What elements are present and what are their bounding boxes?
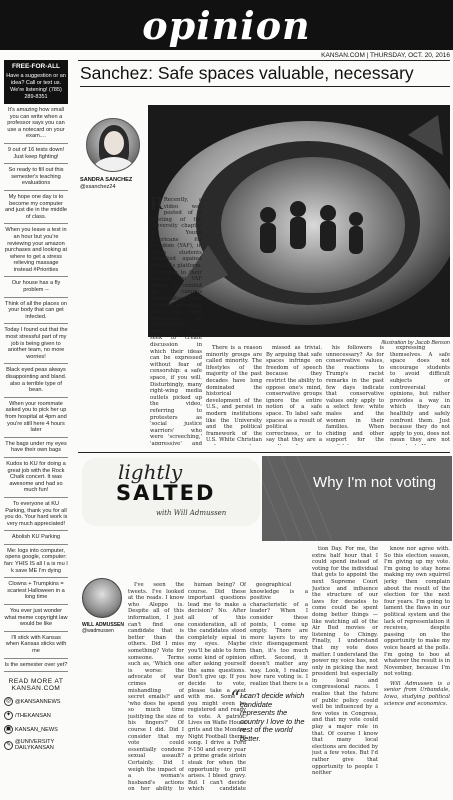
- sidebar-items: [4, 104, 68, 672]
- social-link[interactable]: [4, 725, 68, 734]
- article-col5-text: expressing themselves. A safe space does not encourage students to avoid difficult subjects or controversial opinions, but rather provides a way in which they can healthily and safely confront them. Just because they do not apply to you, does not mean they are not: [390, 345, 450, 444]
- sidebar-item: Black eyed peas always disappointing and bland. also a terrible type of bean.: [4, 364, 68, 397]
- article-column-1: [150, 197, 202, 445]
- pencil-icon: ✎: [5, 741, 12, 748]
- sidebar-item: To everyone at KU Parking, thank you for all you do. Your hard work is very much appreciated!: [4, 498, 68, 531]
- article-column-4: [326, 345, 384, 445]
- drop-cap: R: [150, 197, 163, 214]
- columnist-byline: [82, 622, 126, 634]
- logo-main-text: SALTED: [116, 481, 216, 505]
- social-link[interactable]: [4, 739, 68, 751]
- column2-col-d-text: tion Day. For me, the extra half hour that I could spend instead of voting for the individual that gets to appoint the next Supreme Court Justice and influence the structure of our laws for decades to come could be spent doing better things — like watching all of the Air Bud movies or listening to Chingy. Finally, I understand that my vote does matter. I understand the power my voice has, not only in picking the next president but especially in local and congressional races. I realize that the future of public policy could well be influenced by a few votes in Congress, and that my vote could play a major role in that. Of course I know that many local elections are decided by just a few votes. But I'd rather give that opportunity to people I neither: [312, 546, 378, 777]
- newspaper-icon: ▣: [5, 726, 12, 733]
- author-photo: [86, 118, 140, 172]
- article-headline: Sanchez: Safe spaces valuable, necessary: [80, 63, 414, 83]
- quote-mark: “: [230, 686, 241, 710]
- sidebar-item: Today I found out that the most stressful part of my job is being given to another team, no more worries!: [4, 324, 68, 364]
- logo-top-text: lightly: [118, 460, 183, 484]
- sidebar-item: When you leave a test in an hour but you're reviewing your amazon purchases and looking at where to get a stress relieving massage instead #Priorities: [4, 224, 68, 277]
- sidebar-subheader: Have a suggestion or an idea? Call or text us. We're listening! (785) 289-8351: [4, 73, 68, 104]
- columnist-name: WILL ADMUSSEN: [82, 622, 124, 628]
- sidebar-item: My hope one day is to become my computer and just die in the middle of class.: [4, 191, 68, 224]
- read-more-link[interactable]: READ MORE AT KANSAN.COM: [8, 678, 64, 693]
- column2-col-e-text: know nor agree with. So this election season, I'm giving up my vote. I'm going to stay home making my own squirrel jerky then complain about the result of the election for the next four years. I'm going to lament the flaws in our political system and the lack of representation it receives, despite passing on the opportunity to make my voice heard at the polls. I'm going to boo at whatever the result is in November, because I'm not voting.: [384, 546, 450, 678]
- columnist-photo: [82, 578, 122, 618]
- sidebar-item: The bags under my eyes have their own bags: [4, 438, 68, 458]
- social-link[interactable]: [4, 697, 68, 706]
- section-divider: [78, 452, 450, 453]
- sidebar-item: Abolish KU Parking: [4, 531, 68, 545]
- sidebar-item: Kudos to KU for doing a great job with the Rock Chalk concert. It was awesome and had so much fun!: [4, 458, 68, 498]
- twitter-icon: ✦: [5, 712, 12, 719]
- sidebar-item: Our house has a fly problem --: [4, 277, 68, 297]
- section-title: opinion: [142, 3, 311, 48]
- article-column-2: [206, 345, 262, 445]
- illustration-credit: Illustration by Jacob Benson: [381, 340, 450, 346]
- logo-byline-text: with Will Admussen: [156, 509, 227, 517]
- sidebar-item: I'll stick with Kansas when Kansas sticks with me: [4, 632, 68, 659]
- lightly-salted-logo: [82, 458, 260, 526]
- sidebar-item: You ever just wonder what meme copyright law would be like: [4, 605, 68, 632]
- author-handle: @ssanchez24: [80, 184, 116, 190]
- site-date-line: KANSAN.COM | THURSDAY, OCT. 20, 2016: [321, 52, 450, 59]
- column2-col-a-text: I've seen the tweets. I've looked at the reads. I know who Aleppo is. Despite all of this information, I just can't find one candidate that is better than the others. Did I miss something? Vote for someone. Terms such as, 'Which one is worse: the advocate of war crimes or mishandling of secret emails?' and 'who does he spend so much time justifying the size of his fingers?' Of course I did. Did I consider that my vote could essentially condone sexual assault? Certainly. Did I weigh the impact of a woman's husband's actions on her ability to: [128, 582, 184, 792]
- article-col2-text: There is a reason minority groups are called minority. The lifestyles of the majority of the past decades have long dominated the historical development of the U.S., and persist in modern institutions like the University and the political framework of the U.S. White Christian: [206, 345, 262, 444]
- article-col4-text: his followers is unnecessary? As for conservative values, the reactions to Trump's racist remarks in the past few days indicate that conservative values only apply to a select few: white males and the women in their families. When chiding and other support for the: [326, 345, 384, 444]
- sidebar-item: Me: logs into computer, opens google, computer: fan: YHIS IS all I a is mu I k save ME I'm dying: [4, 545, 68, 578]
- header-rule: [78, 60, 450, 61]
- voting-banner: [262, 456, 452, 541]
- columnist-handle: @wadmussen: [82, 628, 114, 634]
- social-link[interactable]: [4, 711, 68, 720]
- column2-col-c-text: geographical knowledge is a positive characteristic of a leader? When I consider these points, I come up empty. There are more layers to my civic disengagement than, it's too much effort. Second, it doesn't matter any way. Look, I realize how rare voting is. I realize that there is a: [250, 582, 308, 686]
- social-label: KANSAN_NEWS: [15, 726, 58, 733]
- article-col1-text: Recently, a video was posted of a meeting of the University chapter of Young Americans for Freedom (YAF), in which students protested against the YAF's platform. According to their website, the YAF strives to combat the campus liberalization that it sees is becoming more and more threatening to conservative ideologies. They seek to create discussion in which their ideas can be expressed without fear of censorship: a safe space, if you will. Disturbingly, many right-wing media outlets picked up the video, referring to protesters as 'social justice warriors' who were 'screeching,' 'aggressive' and: [150, 197, 202, 445]
- article-col3-text: missed as trivial. By arguing that safe spaces infringe on freedom of speech because they restrict the ability to oppose one's mind, conservative groups ignore the entire notion of a safe space. To label safe spaces as a result of political correctness, or to say that they are a: [266, 345, 322, 444]
- sidebar-item: Clowns + Trumpkins = scariest Halloween in a long time: [4, 578, 68, 605]
- banner-title: Why I'm not voting: [313, 474, 436, 491]
- instagram-icon: ◎: [5, 698, 12, 705]
- sidebar-header: FREE-FOR-ALL: [4, 60, 68, 73]
- column2-col-d: [312, 546, 378, 792]
- author-name: SANDRA SANCHEZ: [80, 177, 133, 183]
- column2-col-a: [128, 582, 184, 792]
- masthead: [0, 0, 453, 50]
- sidebar-item: It's amazing how small you can write when a professor says you can use a notecard on your exam....: [4, 104, 68, 144]
- social-label: /THEKANSAN: [15, 712, 51, 719]
- sidebar-item: When your roommate asked you to pick her up from hospital at 4pm and you're still here 4 hours later: [4, 398, 68, 438]
- pull-quote: I can't decide which candidate represents the country I love to the rest of the world better.: [240, 691, 305, 743]
- social-label: @UNIVERSITY DAILYKANSAN: [15, 739, 55, 752]
- sidebar-item: 9 out of 16 tests down! Just keep fighting!: [4, 144, 68, 164]
- social-label: @KANSANNEWS: [15, 698, 61, 705]
- free-for-all-sidebar: [0, 58, 72, 800]
- sidebar-item: Think of all the places on your body that can get infected.: [4, 298, 68, 325]
- banner-texture: [262, 456, 452, 541]
- sidebar-item: Is the semester over yet?: [4, 659, 68, 673]
- column2-col-b-text: human being? Of course. Did these important questions lead me to make a decision? No. After all of this consideration, all of the candidates stood completely equal in my eyes. Maybe you'll be able to form some kind of opinion after asking yourself the same questions. Don't give up. If you decide to vote, please take a seat with me. Some of you might even be registered and ready to vote. A patriot. Lives on Wafle House grits and the Monday Night Football theme song. I drive a Ford F-150 and every year a prime grade sirloin steak for when the opportunity to grill arises. I bleed gravy. But I can't decide which candidate: [188, 582, 246, 792]
- article-byline: [80, 177, 148, 191]
- column2-col-c: [250, 582, 308, 686]
- headline-rule: [80, 86, 450, 87]
- column2-col-e: [384, 546, 450, 792]
- sidebar-item: So ready to fill out this semester's teaching evaluations: [4, 164, 68, 191]
- social-links: [4, 697, 68, 751]
- column2-author-bio: Will Admussen is a senior from Urbandale, Iowa, studying political science and economics.: [384, 680, 450, 707]
- article-column-3: [266, 345, 322, 445]
- article-column-5: [390, 345, 450, 445]
